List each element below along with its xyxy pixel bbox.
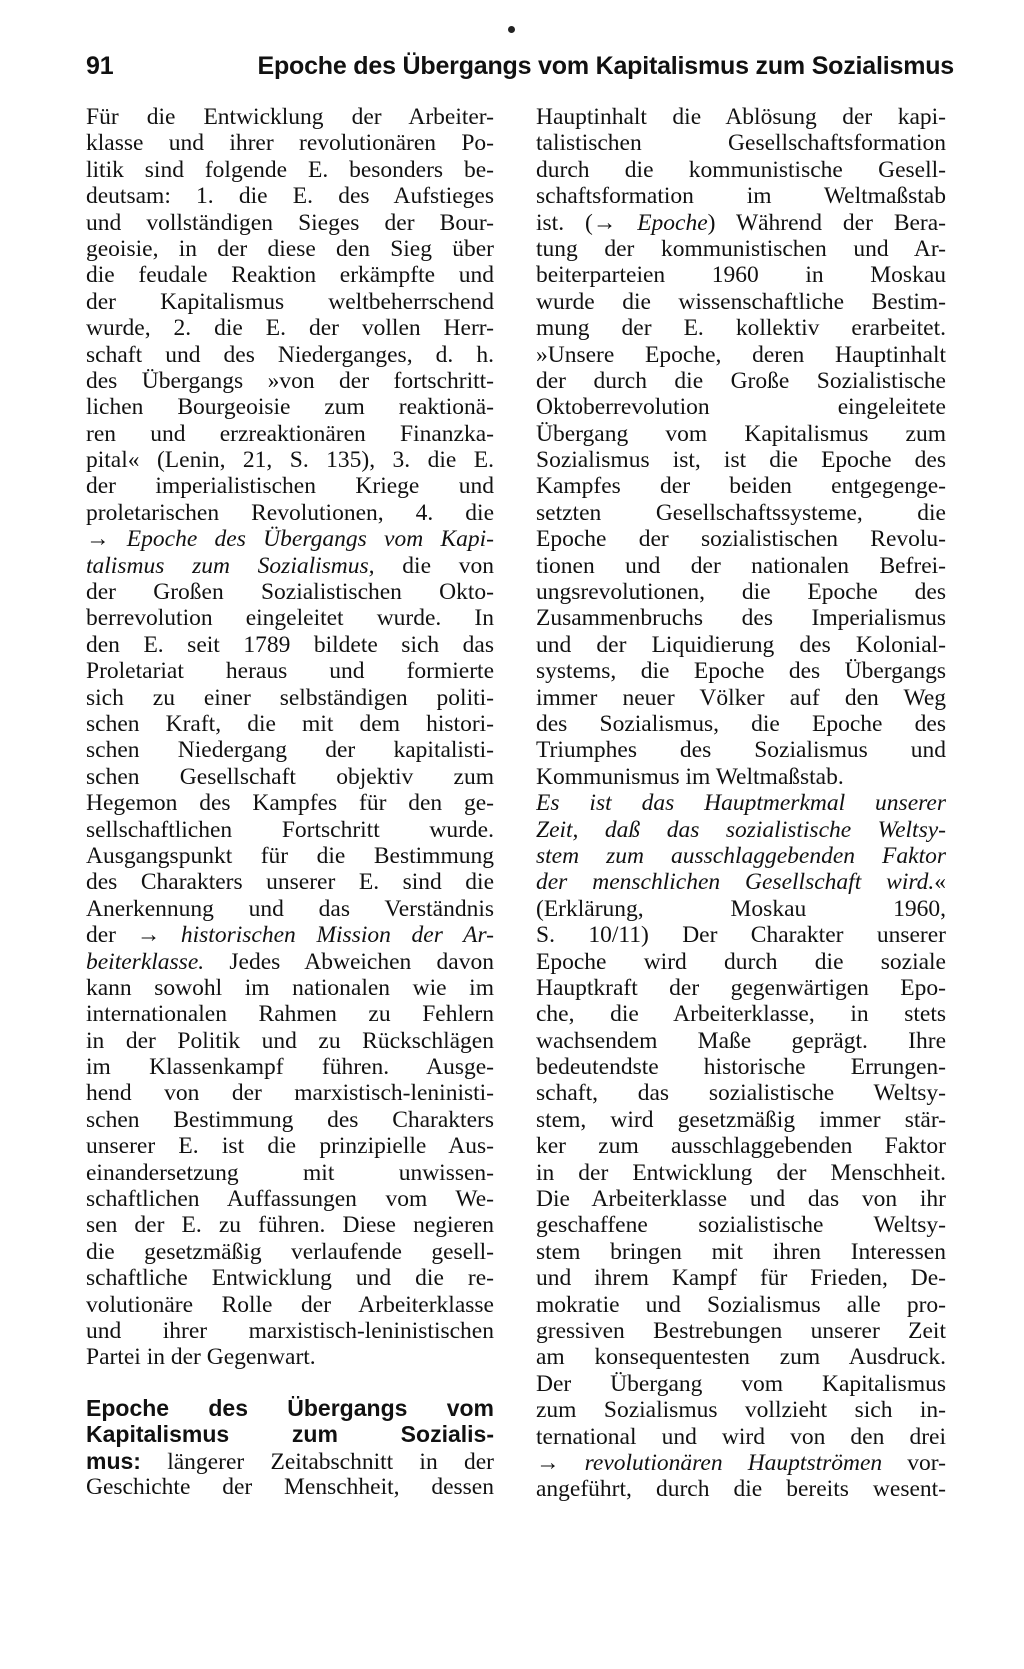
text-line — [86, 1371, 494, 1395]
text-segment: Triumphes des Sozialismus und — [536, 737, 946, 764]
text-segment: pital« (Lenin, 21, S. 135), 3. die E. — [86, 447, 494, 474]
text-line — [86, 1344, 494, 1370]
text-line — [536, 1397, 946, 1423]
text-segment: ker zum ausschlaggebenden Faktor — [536, 1133, 946, 1160]
text-line — [86, 843, 494, 869]
text-segment: ternational und wird von den drei — [536, 1423, 946, 1450]
text-segment: bedeutendste historische Errungen- — [536, 1054, 946, 1081]
text-segment: Anerkennung und das Verständnis — [86, 895, 494, 922]
text-segment: schaft, das sozialistische Weltsy- — [536, 1080, 946, 1107]
text-line — [86, 183, 494, 209]
text-line — [86, 236, 494, 262]
text-segment: (Erklärung, Moskau 1960, — [536, 895, 946, 922]
text-segment: Sozialismus ist, ist die Epoche des — [536, 447, 946, 474]
text-line — [536, 289, 946, 315]
text-segment: »Unsere Epoche, deren Hauptinhalt — [536, 341, 946, 368]
text-line — [86, 473, 494, 499]
entry-headword: Epoche des Übergangs vom — [86, 1394, 494, 1421]
text-line — [86, 632, 494, 658]
text-segment: durch die kommunistische Gesell- — [536, 156, 946, 183]
text-line — [536, 579, 946, 605]
text-line — [86, 342, 494, 368]
text-segment: schaftlichen Auffassungen vom We- — [86, 1186, 494, 1213]
text-segment: Epoche der sozialistischen Revolu- — [536, 526, 946, 553]
text-segment: schen Kraft, die mit dem histori- — [86, 710, 494, 737]
text-line — [86, 394, 494, 420]
text-line — [86, 1028, 494, 1054]
text-segment: wurde die wissenschaftliche Bestim- — [536, 288, 946, 315]
text-segment: stem, wird gesetzmäßig immer stär- — [536, 1106, 946, 1133]
text-segment: talistischen Gesellschaftsformation — [536, 130, 946, 157]
text-segment: der durch die Große Sozialistische — [536, 367, 946, 394]
text-line — [536, 869, 946, 895]
text-line — [86, 157, 494, 183]
italic-text: Zeit, daß das sozialistische Weltsy- — [536, 816, 946, 843]
text-segment: und ihrer marxistisch-leninistischen — [86, 1317, 494, 1344]
italic-text: stem zum ausschlaggebenden Faktor — [536, 842, 946, 869]
text-segment: hend von der marxistisch-leninisti- — [86, 1080, 494, 1107]
text-segment: ren und erzreaktionären Finanzka- — [86, 420, 494, 447]
text-line — [536, 1212, 946, 1238]
text-line — [536, 1107, 946, 1133]
text-segment: Ausgangspunkt für die Bestimmung — [86, 842, 494, 869]
text-segment: wachsendem Maße geprägt. Ihre — [536, 1027, 946, 1054]
text-line — [86, 711, 494, 737]
text-line — [86, 210, 494, 236]
italic-text: historischen Mission der Ar- — [180, 922, 494, 949]
text-segment: Jedes Abweichen davon — [204, 948, 494, 975]
text-line — [536, 473, 946, 499]
text-line — [86, 737, 494, 763]
text-segment: Hauptkraft der gegenwärtigen Epo- — [536, 974, 946, 1001]
text-line — [536, 632, 946, 658]
text-line — [86, 104, 494, 130]
text-segment: die gesetzmäßig verlaufende gesell- — [86, 1238, 494, 1265]
text-line — [86, 1265, 494, 1291]
text-line — [86, 447, 494, 473]
text-line — [86, 1107, 494, 1133]
text-line — [86, 368, 494, 394]
text-line — [86, 1212, 494, 1238]
text-line — [536, 500, 946, 526]
text-line — [536, 949, 946, 975]
text-segment: sen der E. zu führen. Diese negieren — [86, 1212, 494, 1239]
text-segment: der imperialistischen Kriege und — [86, 473, 494, 500]
text-line — [536, 1239, 946, 1265]
text-segment: sellschaftlichen Fortschritt wurde. — [86, 816, 494, 843]
text-segment: schaftliche Entwicklung und die re- — [86, 1265, 494, 1292]
text-segment: zum Sozialismus vollzieht sich in- — [536, 1397, 946, 1424]
text-line — [536, 658, 946, 684]
text-line — [536, 1292, 946, 1318]
text-segment: des Charakters unserer E. sind die — [86, 869, 494, 896]
text-line — [86, 526, 494, 552]
text-line — [536, 262, 946, 288]
text-line — [86, 553, 494, 579]
text-segment: unserer E. ist die prinzipielle Aus- — [86, 1133, 494, 1160]
text-segment: klasse und ihrer revolutionären Po- — [86, 130, 494, 157]
text-line — [86, 500, 494, 526]
print-mark — [508, 26, 515, 33]
right-column — [536, 104, 946, 1503]
text-line — [86, 1133, 494, 1159]
text-segment: Übergang vom Kapitalismus zum — [536, 420, 946, 447]
text-line — [86, 289, 494, 315]
text-line — [536, 526, 946, 552]
text-segment: internationalen Rahmen zu Fehlern — [86, 1001, 494, 1028]
text-segment: mung der E. kollektiv erarbeitet. — [536, 315, 946, 342]
text-segment: Hegemon des Kampfes für den ge- — [86, 790, 494, 817]
text-segment: Kampfes der beiden entgegenge- — [536, 473, 946, 500]
entry-headword: Kapitalismus zum Sozialis- — [86, 1421, 494, 1448]
text-line — [86, 658, 494, 684]
italic-text: talismus zum Sozialismus, — [86, 552, 375, 579]
text-line — [536, 685, 946, 711]
text-segment: und der Liquidierung des Kolonial- — [536, 631, 946, 658]
text-segment: deutsam: 1. die E. des Aufstieges — [86, 183, 494, 210]
italic-text: Epoche des Übergangs vom Kapi- — [126, 526, 494, 553]
cross-reference-arrow: → — [136, 922, 181, 949]
text-line — [536, 817, 946, 843]
text-line — [536, 711, 946, 737]
text-line — [536, 104, 946, 130]
text-line — [536, 210, 946, 236]
page-header — [86, 52, 954, 81]
text-segment: längerer Zeitabschnitt in der — [140, 1448, 494, 1474]
text-segment: berrevolution eingeleitet wurde. In — [86, 605, 494, 632]
text-segment: in der Entwicklung der Menschheit. — [536, 1159, 946, 1186]
text-line — [86, 685, 494, 711]
text-line — [86, 1318, 494, 1344]
text-line — [536, 183, 946, 209]
text-segment: ) Während der Bera- — [707, 209, 946, 236]
cross-reference-arrow: → — [536, 1449, 585, 1476]
entry-headword: mus: — [86, 1447, 141, 1474]
text-segment: einandersetzung mit unwissen- — [86, 1159, 494, 1186]
text-line — [536, 342, 946, 368]
text-line — [536, 764, 946, 790]
text-segment: ungsrevolutionen, die Epoche des — [536, 579, 946, 606]
text-line — [536, 1133, 946, 1159]
text-segment: des Sozialismus, die Epoche des — [536, 710, 946, 737]
running-title: Epoche des Übergangs vom Kapitalismus zum Sozialismus — [257, 52, 954, 80]
text-line — [86, 1001, 494, 1027]
text-segment: Geschichte der Menschheit, dessen — [86, 1473, 494, 1500]
text-line — [86, 130, 494, 156]
text-segment: systems, die Epoche des Übergangs — [536, 658, 946, 685]
text-line — [86, 896, 494, 922]
text-segment: wurde, 2. die E. der vollen Herr- — [86, 315, 494, 342]
text-line — [86, 421, 494, 447]
text-line — [536, 1265, 946, 1291]
text-line — [536, 1028, 946, 1054]
text-segment: der — [86, 922, 137, 949]
text-segment: volutionäre Rolle der Arbeiterklasse — [86, 1291, 494, 1318]
text-line — [536, 368, 946, 394]
text-line — [86, 1395, 494, 1421]
left-column — [86, 104, 494, 1500]
text-line — [536, 737, 946, 763]
text-segment: Der Übergang vom Kapitalismus — [536, 1370, 946, 1397]
text-line — [536, 896, 946, 922]
text-segment: gressiven Bestrebungen unserer Zeit — [536, 1317, 946, 1344]
text-line — [536, 1054, 946, 1080]
text-line — [86, 790, 494, 816]
text-segment: Epoche wird durch die soziale — [536, 948, 946, 975]
text-line — [536, 447, 946, 473]
text-line — [536, 315, 946, 341]
text-line — [86, 922, 494, 948]
text-line — [86, 1186, 494, 1212]
text-segment: Hauptinhalt die Ablösung der kapi- — [536, 104, 946, 130]
text-segment: Zusammenbruchs des Imperialismus — [536, 605, 946, 632]
text-segment: geschaffene sozialistische Weltsy- — [536, 1212, 946, 1239]
text-segment: schen Gesellschaft objektiv zum — [86, 763, 494, 790]
cross-reference-arrow: → — [592, 209, 638, 236]
text-line — [86, 817, 494, 843]
text-line — [536, 605, 946, 631]
text-segment: beiterparteien 1960 in Moskau — [536, 262, 946, 289]
text-line — [86, 579, 494, 605]
text-segment: lichen Bourgeoisie zum reaktionä- — [86, 394, 494, 421]
text-line — [86, 1421, 494, 1447]
cross-reference-arrow: → — [86, 526, 127, 553]
page-number: 91 — [86, 52, 114, 80]
text-line — [536, 1344, 946, 1370]
text-segment: schaftsformation im Weltmaßstab — [536, 183, 946, 210]
text-line — [536, 157, 946, 183]
text-segment: Partei in der Gegenwart. — [86, 1344, 316, 1371]
text-line — [536, 1186, 946, 1212]
text-segment: vor- — [882, 1449, 946, 1476]
text-line — [86, 315, 494, 341]
text-segment: Für die Entwicklung der Arbeiter- — [86, 104, 494, 130]
text-segment: kann sowohl im nationalen wie im — [86, 974, 494, 1001]
text-segment: im Klassenkampf führen. Ausge- — [86, 1054, 494, 1081]
text-line — [86, 1239, 494, 1265]
text-segment: schaft und des Niederganges, d. h. — [86, 341, 494, 368]
text-line — [536, 394, 946, 420]
text-segment: proletarischen Revolutionen, 4. die — [86, 499, 494, 526]
text-segment: sich zu einer selbständigen politi- — [86, 684, 494, 711]
text-line — [536, 922, 946, 948]
text-segment: schen Bestimmung des Charakters — [86, 1106, 494, 1133]
text-segment: angeführt, durch die bereits wesent- — [536, 1476, 946, 1503]
text-line — [86, 1160, 494, 1186]
italic-text: beiterklasse. — [86, 948, 205, 975]
text-line — [536, 130, 946, 156]
text-segment: stem bringen mit ihren Interessen — [536, 1238, 946, 1265]
italic-text: der menschlichen Gesellschaft wird. — [536, 869, 935, 896]
text-segment: litik sind folgende E. besonders be- — [86, 156, 494, 183]
text-segment: die von — [374, 552, 494, 579]
text-segment: immer neuer Völker auf den Weg — [536, 684, 946, 711]
text-line — [536, 553, 946, 579]
italic-text: revolutionären Hauptströmen — [584, 1449, 883, 1476]
text-line — [86, 1080, 494, 1106]
text-line — [536, 1318, 946, 1344]
text-segment: ist. ( — [536, 209, 593, 236]
text-segment: am konsequentesten zum Ausdruck. — [536, 1344, 946, 1371]
text-segment: die feudale Reaktion erkämpfte und — [86, 262, 494, 289]
text-line — [86, 1448, 494, 1474]
text-segment: geoisie, in der diese den Sieg über — [86, 235, 494, 262]
text-line — [86, 1292, 494, 1318]
text-segment: schen Niedergang der kapitalisti- — [86, 737, 494, 764]
text-line — [536, 1001, 946, 1027]
text-segment: « — [934, 869, 946, 896]
text-line — [536, 236, 946, 262]
text-line — [86, 262, 494, 288]
text-line — [536, 421, 946, 447]
text-line — [536, 1160, 946, 1186]
text-line — [536, 1424, 946, 1450]
text-segment: der Kapitalismus weltbeherrschend — [86, 288, 494, 315]
text-segment: tung der kommunistischen und Ar- — [536, 235, 946, 262]
text-segment: che, die Arbeiterklasse, in stets — [536, 1001, 946, 1028]
text-segment: mokratie und Sozialismus alle pro- — [536, 1291, 946, 1318]
text-segment: des Übergangs »von der fortschritt- — [86, 367, 494, 394]
text-segment: Kommunismus im Weltmaßstab. — [536, 763, 844, 790]
italic-text: Epoche — [637, 209, 708, 236]
text-line — [86, 605, 494, 631]
text-line — [86, 764, 494, 790]
text-line — [86, 975, 494, 1001]
text-segment: Oktoberrevolution eingeleitete — [536, 394, 946, 421]
text-segment: S. 10/11) Der Charakter unserer — [536, 922, 946, 949]
text-segment: der Großen Sozialistischen Okto- — [86, 579, 494, 606]
text-segment: in der Politik und zu Rückschlägen — [86, 1027, 494, 1054]
text-line — [536, 843, 946, 869]
text-line — [536, 1476, 946, 1502]
text-segment: und ihrem Kampf für Frieden, De- — [536, 1265, 946, 1292]
text-line — [86, 1474, 494, 1500]
text-line — [536, 1371, 946, 1397]
text-segment: den E. seit 1789 bildete sich das — [86, 631, 494, 658]
text-line — [86, 949, 494, 975]
text-segment: setzten Gesellschaftssysteme, die — [536, 499, 946, 526]
text-segment: tionen und der nationalen Befrei- — [536, 552, 946, 579]
text-line — [86, 1054, 494, 1080]
text-segment: Proletariat heraus und formierte — [86, 658, 494, 685]
text-line — [536, 1080, 946, 1106]
text-segment: Die Arbeiterklasse und das von ihr — [536, 1186, 946, 1213]
italic-text: Es ist das Hauptmerkmal unserer — [536, 790, 946, 817]
text-line — [536, 975, 946, 1001]
text-line — [86, 869, 494, 895]
text-line — [536, 790, 946, 816]
text-segment: und vollständigen Sieges der Bour- — [86, 209, 494, 236]
text-line — [536, 1450, 946, 1476]
